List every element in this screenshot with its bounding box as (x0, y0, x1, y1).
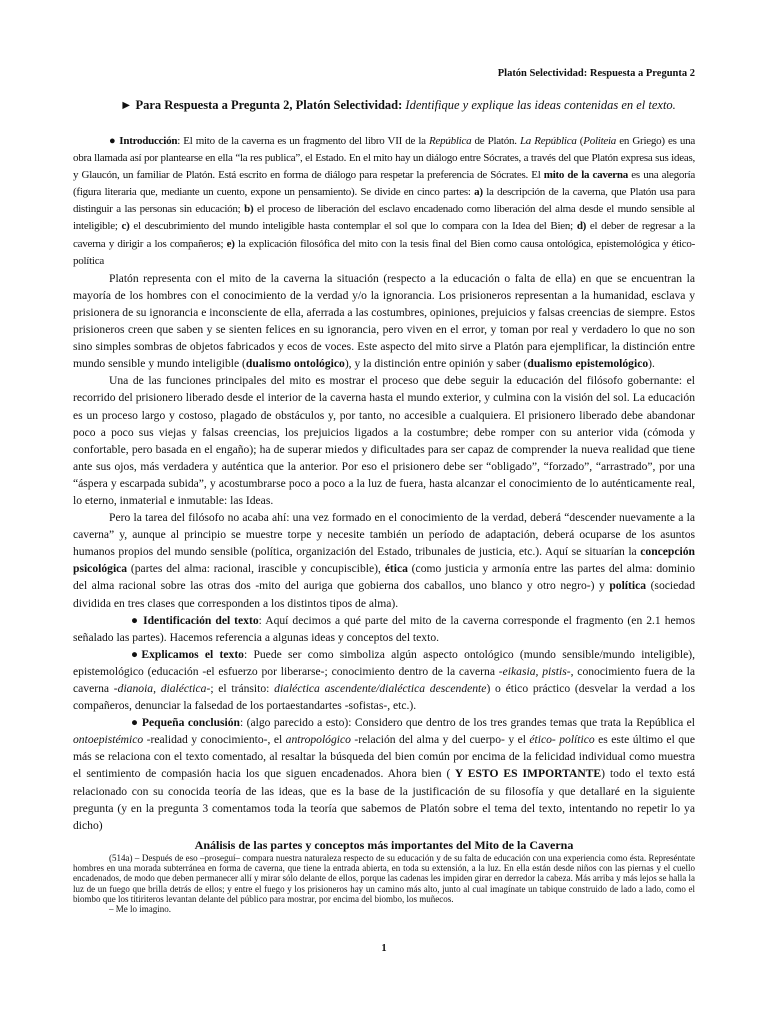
part-label: e) (226, 237, 235, 250)
running-header: Platón Selectividad: Respuesta a Pregunta 2 (497, 68, 695, 79)
paragraph-text: ). (648, 357, 655, 371)
conclusion-heading: Pequeña conclusión (138, 716, 241, 730)
part-text: el descubrimiento del mundo inteligible hasta contemplar el sol que lo compara con la Idea del Bien; (129, 220, 577, 233)
part-text: el deber de regresar a la caverna y dirigir a los compañeros; (73, 220, 695, 250)
part-label: d) (576, 220, 587, 233)
bullet-icon: ● (109, 135, 117, 147)
paragraph-return (73, 509, 695, 612)
intro-italic: República (428, 135, 472, 147)
explanation-paragraph (73, 646, 695, 714)
paragraph-text: (como justicia y armonía entre las partes del alma: dominio del alma racional sobre las otras dos -mito del auriga que gobierna dos caballos, uno blanco y otro negro-) y (73, 562, 695, 593)
quote-paragraph: – Me lo imagino. (109, 904, 171, 915)
intro-paragraph (73, 133, 695, 270)
part-text: la explicación filosófica del mito con la tesis final del Bien como causa ontológica, epistemológica y ético- política (73, 237, 696, 267)
paragraph-ontology (73, 270, 695, 373)
part-text: la descripción de la caverna, que Platón usa para distinguir a las personas sin educación; (73, 186, 695, 216)
paragraph-text: : (algo parecido a esto): Considero que dentro de los tres grandes temas que trata la República el (240, 716, 696, 730)
part-label: b) (244, 203, 254, 216)
paragraph-text: es este último el que más se relaciona con el texto comentado, al resaltar la búsqueda del bien común por encima de la felicidad individual como muestra el sentimiento de compasión hacia los que siguen encadenados. Ahora bien ( (73, 733, 695, 781)
intro-italic: La República (519, 135, 577, 147)
identification-heading: Identificación del texto (139, 613, 259, 627)
paragraph-italic: ético- político (529, 733, 595, 747)
intro-text: es una alegoría (figura literaria que, mediante un cuento, expone un pensamiento). Se divide en cinco partes: (73, 169, 696, 199)
document-body (73, 133, 695, 834)
identification-paragraph (73, 612, 695, 646)
intro-text: ( (576, 135, 584, 147)
paragraph-text: : Aquí decimos a qué parte del mito de la caverna corresponde el fragmento (en 2.1 hemos señalado las partes). Hacemos referencia a algunas ideas y conceptos del texto. (73, 613, 695, 644)
paragraph-italic: antropológico (285, 733, 351, 747)
arrow-marker-icon: ► (120, 98, 133, 112)
paragraph-italic: ontoepistémico (73, 733, 144, 747)
intro-italic: Politeia (583, 135, 617, 147)
paragraph-bold: política (609, 579, 647, 593)
paragraph-bold: Y ESTO ES IMPORTANTE (450, 767, 602, 781)
paragraph-text: Una de las funciones principales del mito es mostrar el proceso que debe seguir la educación del filósofo gobernante: el recorrido del prisionero liberado desde el interior de la caverna hasta el mundo exterior, y culmina con la visión del sol. La educación es un proceso largo y costoso, plagado de obstáculos y, por tanto, no accesible a cualquiera. El prisionero liberado debe abandonar poco a poco sus viejas y falsas creencias, los prejuicios ligados a la costumbre; debe romper con su anterior vida (cómoda y confortable, pero basada en el engaño); ha de superar miedos y dificultades para ser capaz de comprender la nueva realidad que tiene ante sus ojos, más verdadera y auténtica que la anterior. Por eso el prisionero debe ser “obligado”, “forzado”, “arrastrado”, por una “áspera y escarpada subida”, y acostumbrarse poco a poco a la luz de fuera, hasta alcanzar el conocimiento de lo auténticamente real, lo eterno, inmaterial e inmutable: las Ideas. (73, 374, 695, 507)
title-italic: Identifique y explique las ideas contenidas en el texto. (405, 98, 676, 112)
paragraph-italic: dianoia, dialéctica (117, 682, 207, 695)
bullet-icon: ● (131, 647, 142, 661)
paragraph-bold: ética (384, 562, 408, 576)
intro-text: de Platón. (471, 135, 520, 147)
paragraph-bold: dualismo ontológico (245, 357, 345, 371)
paragraph-italic: dialéctica ascendente/dialéctica descendente (274, 682, 487, 695)
paragraph-text: (partes del alma: racional, irascible y concupiscible), (127, 562, 385, 576)
intro-bold: mito de la caverna (543, 169, 629, 182)
paragraph-text: ) todo el texto está relacionado con su conocida teoría de las ideas, que es la base de la justificación de su filosofía y que detallaré en la siguiente pregunta (y en la pregunta 3 comentamos toda la teoría que sabemos de Platón sobre el tema del texto, intentando no repetir lo ya dicho) (73, 767, 695, 832)
paragraph-text: ) o ético práctico (desvelar la verdad a los compañeros, denunciar la falsedad de los portaestandartes -sofistas-, etc.). (73, 682, 695, 713)
paragraph-text: -, conocimiento fuera de la caverna - (73, 664, 696, 695)
quote-paragraph: (514a) – Después de eso –proseguí– compara nuestra naturaleza respecto de su educación y de su falta de educación con una experiencia como ésta. Represéntate hombres en una morada subterránea en forma de caverna, que tiene la entrada abierta, en toda su extensión, a la luz. En ella están desde niños con las piernas y el cuello encadenados, de modo que deben permanecer allí y mirar sólo delante de ellos, porque las cadenas les impiden girar en derredor la cabeza. Más arriba y más lejos se halla la luz de un fuego que brilla detrás de ellos; y entre el fuego y los prisioneros hay un camino más alto, junto al cual imagínate un tabique construido de lado a lado, como el biombo que los titiriteros levantan delante del público para mostrar, por encima del biombo, los muñecos. (73, 853, 695, 904)
part-text: el proceso de liberación del esclavo encadenado como liberación del alma desde el mundo sensible al inteligible; (73, 203, 695, 233)
intro-heading: Introducción (119, 135, 178, 147)
paragraph-bold: dualismo epistemológico (527, 357, 649, 371)
intro-text: en Griego) es una obra llamada así por plantearse en ella “la res publica”, el Estado. En el mito hay un diálogo entre Sócrates, a través del que Platón expresa sus ideas, y Glaucón, un familiar de Platón. Está escrito en forma de diálogo para respetar la preferencia de Sócrates. El (73, 135, 695, 182)
explanation-heading: Explicamos el texto (141, 647, 244, 661)
paragraph-text: : Puede ser como simboliza algún aspecto ontológico (mundo sensible/mundo inteligible), epistemológico (educación -el esfuerzo por liberarse-; conocimiento dentro de la caverna - (73, 647, 695, 678)
page-number: 1 (381, 943, 387, 954)
paragraph-education (73, 372, 695, 509)
paragraph-italic: eikasia, pistis (502, 664, 567, 678)
paragraph-text: -realidad y conocimiento-, el (143, 733, 286, 747)
conclusion-paragraph (73, 714, 695, 834)
paragraph-text: ), y la distinción entre opinión y saber ( (344, 357, 528, 371)
paragraph-text: -; el tránsito: (206, 682, 275, 695)
paragraph-text: Platón representa con el mito de la caverna la situación (respecto a la educación o falta de ella) en que se encuentran la mayoría de los hombres con el conocimiento de la verdad y/o la ignorancia. Los prisioneros representan a la humanidad, esclava y prisionera de su ignorancia e inconsciente de ella, aferrada a las costumbres, opiniones, prejuicios y falsas creencias de siempre. Estos prisioneros creen que saben y se sienten felices en su ignorancia, pero viven en el error, y toman por real y verdadero lo que no son sino simples sombras de objetos fabricados y ecos de voces. Este aspecto del mito sirve a Platón para ejemplificar, la distinción entre mundo sensible y mundo inteligible ( (73, 271, 695, 371)
intro-text: : El mito de la caverna es un fragmento del libro VII de la (177, 135, 429, 147)
question-title (120, 98, 720, 113)
title-bold: Para Respuesta a Pregunta 2, Platón Selectividad: (135, 98, 403, 112)
section-title: Análisis de las partes y conceptos más importantes del Mito de la Caverna (194, 838, 574, 852)
paragraph-text: -relación del alma y del cuerpo- y el (350, 733, 530, 747)
paragraph-text: Pero la tarea del filósofo no acaba ahí: una vez formado en el conocimiento de la verdad, deberá “descender nuevamente a la caverna” y, aunque al principio se muestre torpe y necesite también un período de adaptación, deberá ocuparse de los asuntos humanos propios del mundo sensible (política, organización del Estado, tribunales de justicia, etc.). Aquí se situarían la (73, 511, 695, 559)
part-label: a) (474, 186, 483, 199)
paragraph-text: (sociedad dividida en tres clases que corresponden a los distintos tipos de alma). (73, 579, 695, 610)
paragraph-bold: concepción psicológica (73, 545, 695, 576)
part-label: c) (121, 220, 130, 233)
quoted-excerpt (73, 853, 695, 914)
bullet-icon: ● (131, 613, 140, 627)
bullet-icon: ● (131, 716, 139, 730)
